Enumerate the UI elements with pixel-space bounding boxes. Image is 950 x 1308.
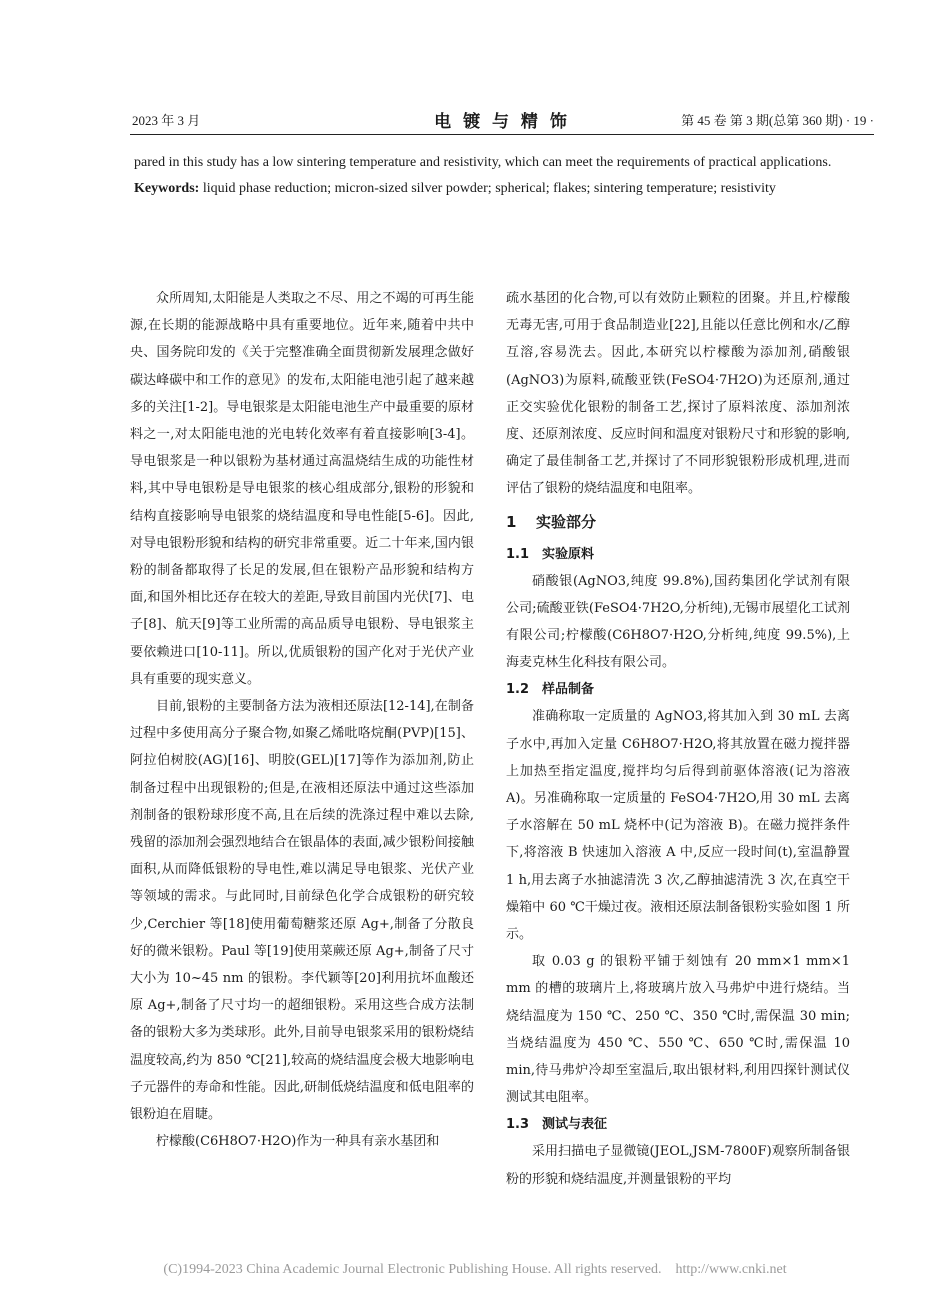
intro-paragraph-3: 柠檬酸(C6H8O7·H2O)作为一种具有亲水基团和 (156, 1134, 440, 1150)
section-number: 1 (506, 512, 517, 531)
subsection-heading-characterization (506, 1111, 850, 1138)
abstract-text: pared in this study has a low sintering temperature and resistivity, which can meet the requirements of practical applications. (134, 155, 832, 170)
english-abstract-tail (134, 150, 842, 201)
keywords-label: Keywords: (134, 180, 200, 196)
intro-paragraph-2: 目前,银粉的主要制备方法为液相还原法[12-14],在制备过程中多使用高分子聚合物,如聚乙烯吡咯烷酮(PVP)[15]、阿拉伯树胶(AG)[16]、明胶(GEL)[17]等作为添加剂,防止制备过程中出现银粉的;但是,在液相还原法中通过这些添加剂制备的银粉球形度不高,且在后续的洗涤过程中难以去除,残留的添加剂会强烈地结合在银晶体的表面,减少银粉间接触面积,从而降低银粉的导电性,难以满足导电银浆、光伏产业等领域的需求。与此同时,目前绿色化学合成银粉的研究较少,Cerchier 等[18]使用葡萄糖浆还原 Ag+,制备了分散良好的微米银粉。Paul 等[19]使用菜蕨还原 Ag+,制备了尺寸大小为 10~45 nm 的银粉。李代颖等[20]利用抗坏血酸还原 Ag+,制备了尺寸均一的超细银粉。采用这些合成方法制备的银粉大多为类球形。此外,目前导电银浆采用的银粉烧结温度较高,约为 850 ℃[21],较高的烧结温度会极大地影响电子元器件的寿命和性能。因此,研制低烧结温度和低电阻率的银粉迫在眉睫。 (130, 699, 474, 1123)
subsection-heading-materials (506, 541, 850, 568)
preparation-paragraph-1: 准确称取一定质量的 AgNO3,将其加入到 30 mL 去离子水中,再加入定量 C6H8O7·H2O,将其放置在磁力搅拌器上加热至指定温度,搅拌均匀后得到前驱体溶液(记为溶液 A)。另准确称取一定质量的 FeSO4·7H2O,用 30 mL 去离子水溶解在 50 mL 烧杯中(记为溶液 B)。在磁力搅拌条件下,将溶液 B 快速加入溶液 A 中,反应一段时间(t),室温静置 1 h,用去离子水抽滤清洗 3 次,乙醇抽滤清洗 3 次,在真空干燥箱中 60 ℃干燥过夜。液相还原法制备银粉实验如图 1 所示。 (506, 709, 850, 943)
footer-url: http://www.cnki.net (675, 1262, 787, 1277)
subsection-number: 1.1 (506, 546, 530, 562)
footer-copyright: (C)1994-2023 China Academic Journal Electronic Publishing House. All rights reserved. (163, 1262, 662, 1277)
preparation-paragraph-2: 取 0.03 g 的银粉平铺于刻蚀有 20 mm×1 mm×1 mm 的槽的玻璃片上,将玻璃片放入马弗炉中进行烧结。当烧结温度为 150 ℃、250 ℃、350 ℃时,需保温 30 min;当烧结温度为 450 ℃、550 ℃、650 ℃时,需保温 10 min,待马弗炉冷却至室温后,取出银材料,利用四探针测试仪测试其电阻率。 (506, 954, 850, 1106)
subsection-heading-preparation (506, 676, 850, 703)
subsection-number: 1.2 (506, 682, 530, 698)
intro-paragraph-continued: 疏水基团的化合物,可以有效防止颗粒的团聚。并且,柠檬酸无毒无害,可用于食品制造业[22],且能以任意比例和水/乙醇互溶,容易洗去。因此,本研究以柠檬酸为添加剂,硝酸银(AgNO3)为原料,硫酸亚铁(FeSO4·7H2O)为还原剂,通过正交实验优化银粉的制备工艺,探讨了原料浓度、添加剂浓度、还原剂浓度、反应时间和温度对银粉尺寸和形貌的影响,确定了最佳制备工艺,并探讨了不同形貌银粉形成机理,进而评估了银粉的烧结温度和电阻率。 (506, 291, 850, 497)
right-column (506, 285, 850, 1193)
materials-paragraph: 硝酸银(AgNO3,纯度 99.8%),国药集团化学试剂有限公司;硫酸亚铁(FeSO4·7H2O,分析纯),无锡市展望化工试剂有限公司;柠檬酸(C6H8O7·H2O,分析纯,纯度 99.5%),上海麦克林生化科技有限公司。 (506, 573, 850, 671)
keywords-line (134, 176, 842, 202)
left-column (130, 285, 474, 1156)
intro-paragraph-1: 众所周知,太阳能是人类取之不尽、用之不竭的可再生能源,在长期的能源战略中具有重要地位。近年来,随着中共中央、国务院印发的《关于完整准确全面贯彻新发展理念做好碳达峰碳中和工作的意见》的发布,太阳能电池引起了越来越多的关注[1-2]。导电银浆是太阳能电池生产中最重要的原材料之一,对太阳能电池的光电转化效率有着直接影响[3-4]。导电银浆是一种以银粉为基材通过高温烧结生成的功能性材料,其中导电银粉是导电银浆的核心组成部分,银粉的形貌和结构直接影响导电银浆的烧结温度和导电性能[5-6]。因此,对导电银粉形貌和结构的研究非常重要。近二十年来,国内银粉的制备都取得了长足的发展,但在银粉产品形貌和结构方面,和国外相比还存在较大的差距,导致目前国内光伏[7]、电子[8]、航天[9]等工业所需的高品质导电银粉、导电银浆主要依赖进口[10-11]。所以,优质银粉的国产化对于光伏产业具有重要的现实意义。 (130, 291, 474, 687)
header-date: 2023 年 3 月 (132, 113, 201, 128)
characterization-paragraph: 采用扫描电子显微镜(JEOL,JSM-7800F)观察所制备银粉的形貌和烧结温度,并测量银粉的平均 (506, 1144, 850, 1187)
footer-watermark (0, 1262, 950, 1278)
subsection-title: 测试与表征 (542, 1117, 608, 1133)
header-issue-info: 第 45 卷 第 3 期(总第 360 期) · 19 · (681, 113, 874, 128)
subsection-title: 实验原料 (542, 546, 595, 562)
subsection-number: 1.3 (506, 1117, 530, 1133)
subsection-title: 样品制备 (542, 682, 595, 698)
keywords-text: liquid phase reduction; micron-sized silver powder; spherical; flakes; sintering temperature; resistivity (202, 180, 776, 196)
running-header (130, 108, 874, 135)
section-heading-experimental (506, 507, 850, 537)
header-journal-title: 电 镀 与 精 饰 (434, 112, 570, 132)
section-title: 实验部分 (536, 512, 597, 531)
